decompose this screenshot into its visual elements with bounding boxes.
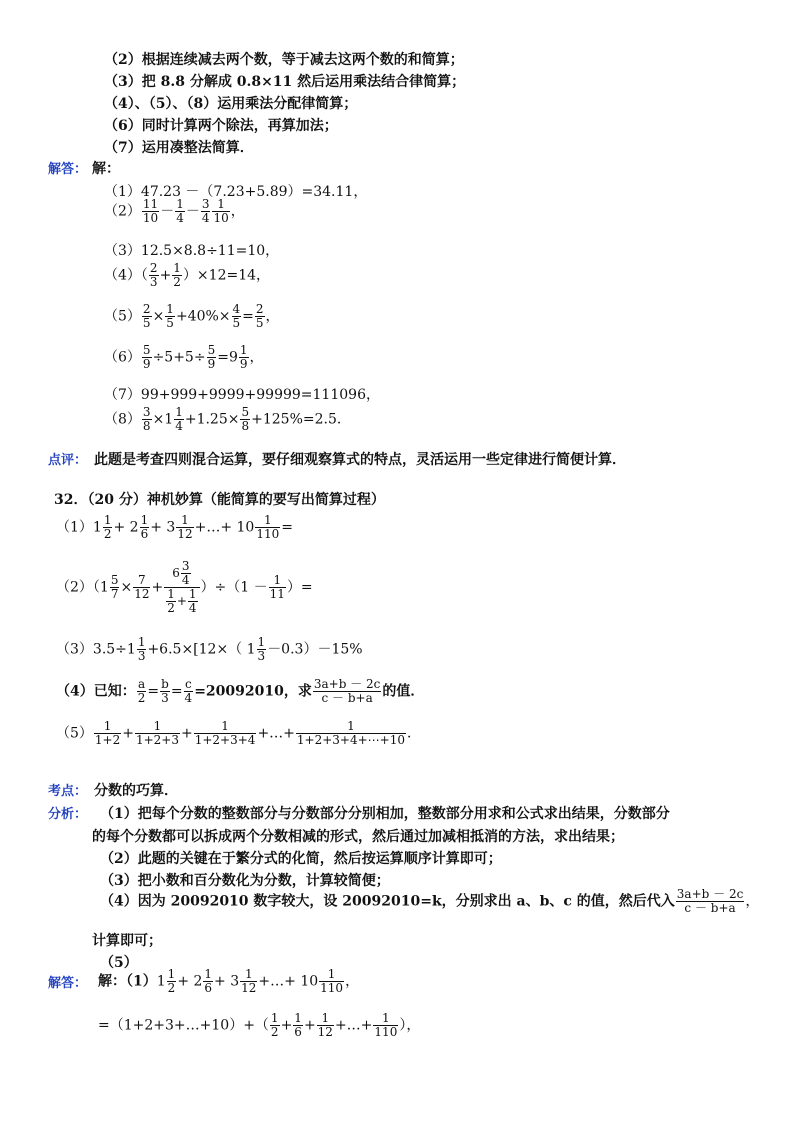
answer-step-5: （5） $\frac{2}{5}$ × $\frac{1}{5}$ +40%× $\frac{4}{5}$ = $\frac{2}{5}$ ， [104,302,280,330]
answer2-line-1: 解：（1）1 $\frac{1}{2}$ + 2 $\frac{1}{6}$ + 3 $\frac{1}{12}$ +…+ 10 $\frac{1}{110}$ ， [98,967,360,995]
kaodian-text: 分数的巧算． [94,783,178,799]
answer-step-4: （4）（ $\frac{2}{3}$ + $\frac{1}{2}$ ）×12=14， [104,261,271,289]
analysis-line-5: （6）同时计算两个除法，再算加法； [104,118,338,134]
answer-step-8: （8） $\frac{3}{8}$ ×1 $\frac{1}{4}$ +1.25× $\frac{5}{8}$ +125%=2.5． [104,405,351,433]
fenxi-line-1: （1）把每个分数的整数部分与分数部分分别相加，整数部分用求和公式求出结果，分数部分 [100,806,670,822]
analysis-line-4: （4）、（5）、（8）运用乘法分配律简算； [104,96,358,112]
q32-part-5: （5） $\frac{1}{1+2}$ + $\frac{1}{1+2+3}$ + $\frac{1}{1+2+3+4}$ +…+ $\frac{1}{1+2+3+4+\cdots+10}$ ． [56,719,421,747]
answer2-line-2: =（1+2+3+…+10）+（ $\frac{1}{2}$ + $\frac{1}{6}$ + $\frac{1}{12}$ +…+ $\frac{1}{110}$ ）， [98,1011,421,1039]
complex-fraction: 6 $\frac{3}{4}$ $\frac{1}{2}$ + $\frac{1}{4}$ [164,560,199,615]
answer-intro: 解： [92,161,120,177]
fenxi-line-7: （5） [100,955,138,971]
q32-part-3: （3）3.5÷1 $\frac{1}{3}$ +6.5×[12×（ 1 $\frac{1}{3}$ －0.3）－15% [56,635,363,663]
analysis-line-2: （2）根据连续减去两个数，等于减去这两个数的和简算； [104,52,464,68]
fenxi-line-4: （3）把小数和百分数化为分数，计算较简便； [100,873,390,889]
comment-label: 点评： [48,453,88,468]
question-32-title: 32．（20 分）神机妙算（能简算的要写出简算过程） [54,492,385,508]
answer-step-2: （2） $\frac{11}{10}$ － $\frac{1}{4}$ － $\frac{3}{4}$ $\frac{1}{10}$ ， [104,197,245,225]
answer-step-1: （1）47.23 －（7.23+5.89）=34.11， [104,184,368,200]
analysis-line-6: （7）运用凑整法简算． [104,140,254,156]
answer-step-3: （3）12.5×8.8÷11=10， [104,243,280,259]
fenxi-line-3: （2）此题的关键在于繁分式的化简，然后按运算顺序计算即可； [100,851,502,867]
fenxi-label: 分析： [48,807,88,822]
fenxi-line-2: 的每个分数都可以拆成两个分数相减的形式，然后通过加减相抵消的方法，求出结果； [92,829,624,845]
q32-part-1: （1）1 $\frac{1}{2}$ + 2 $\frac{1}{6}$ + 3 $\frac{1}{12}$ +…+ 10 $\frac{1}{110}$ = [56,513,293,541]
fenxi-line-6: 计算即可； [92,933,162,949]
q32-part-4: （4）已知： $\frac{a}{2}$ = $\frac{b}{3}$ = $\frac{c}{4}$ =20092010，求 $\frac{3a+b - 2c}{c - b+a}$ 的值． [56,677,425,705]
fenxi-line-5: （4）因为 20092010 数字较大，设 20092010=k，分别求出 a、b、c 的值，然后代入 $\frac{3a+b - 2c}{c - b+a}$ ， [100,887,760,915]
analysis-line-3: （3）把 8.8 分解成 0.8×11 然后运用乘法结合律简算； [104,74,466,90]
comment-text: 此题是考查四则混合运算，要仔细观察算式的特点，灵活运用一些定律进行简便计算． [94,452,626,468]
answer-label: 解答： [48,162,88,177]
answer2-label: 解答： [48,976,88,991]
kaodian-label: 考点： [48,784,88,799]
answer-step-7: （7）99+999+9999+99999=111096， [104,387,380,403]
answer-step-6: （6） $\frac{5}{9}$ ÷5+5÷ $\frac{5}{9}$ =9 $\frac{1}{9}$ ， [104,343,264,371]
q32-part-2: （2）（1 $\frac{5}{7}$ × $\frac{7}{12}$ + 6 $\frac{3}{4}$ $\frac{1}{2}$ + $\frac{1}{4}$ ）÷（1 － $\frac{1}{11}$ ）= [56,559,313,615]
